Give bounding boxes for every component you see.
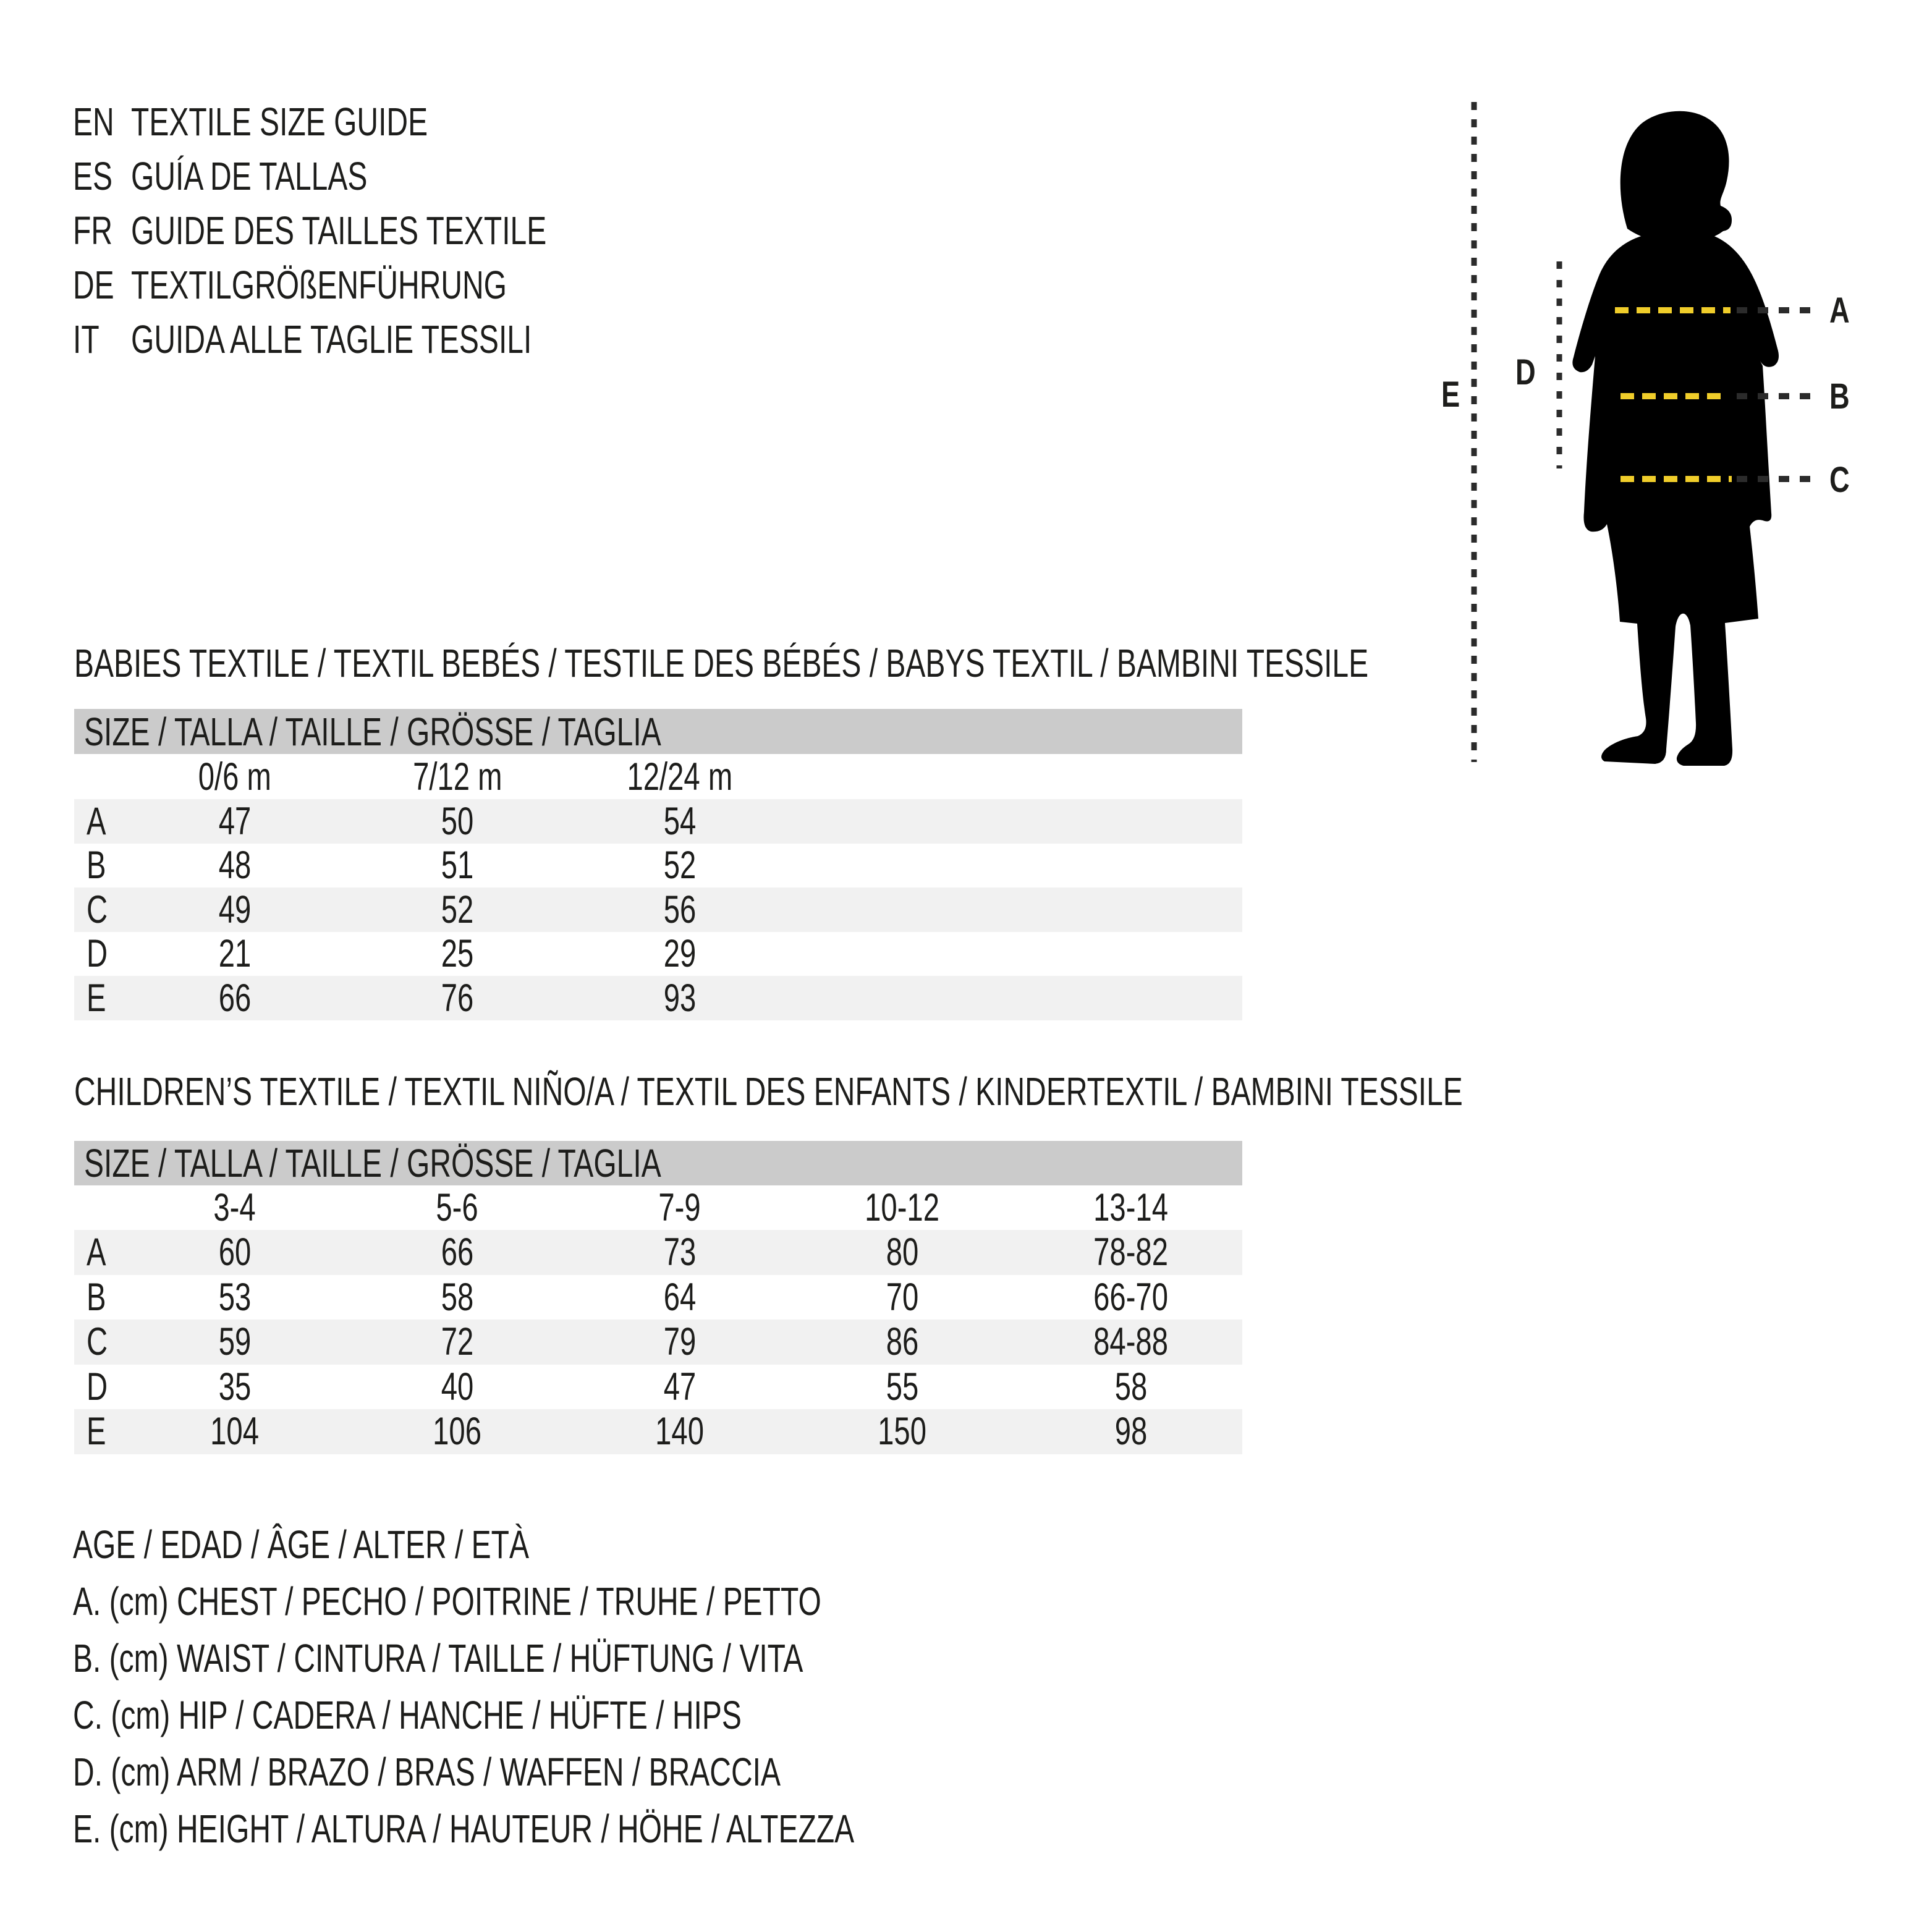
label-A: A bbox=[1829, 290, 1850, 331]
column-header-text: 3-4 bbox=[213, 1186, 256, 1229]
table-cell-value: 79 bbox=[663, 1320, 697, 1364]
table-cell bbox=[569, 976, 791, 1020]
table-cell bbox=[791, 1275, 1014, 1320]
children-table-body bbox=[74, 1230, 1242, 1454]
language-code: ES bbox=[73, 154, 113, 198]
legend-line bbox=[73, 1743, 1115, 1800]
row-label-text: A bbox=[87, 1231, 106, 1274]
table-cell-value: 93 bbox=[663, 976, 697, 1020]
language-title: TEXTILGRÖßENFÜHRUNG bbox=[131, 263, 507, 307]
column-header-text: 0/6 m bbox=[198, 755, 272, 799]
legend-line bbox=[73, 1800, 1115, 1857]
table-row bbox=[74, 1275, 1242, 1320]
row-label-text: B bbox=[87, 1275, 106, 1319]
row-label-text: D bbox=[87, 932, 108, 976]
table-cell bbox=[569, 1230, 791, 1275]
table-cell-value: 48 bbox=[218, 844, 252, 888]
table-cell bbox=[346, 1365, 569, 1410]
row-label-text: C bbox=[87, 888, 108, 931]
table-cell bbox=[124, 976, 346, 1020]
column-header bbox=[124, 754, 346, 799]
children-size-table bbox=[74, 1141, 1242, 1454]
babies-size-table bbox=[74, 709, 1242, 1020]
table-cell bbox=[569, 1409, 791, 1454]
table-cell-value: 66 bbox=[218, 976, 252, 1020]
column-header-text: 7/12 m bbox=[412, 755, 502, 799]
column-header bbox=[346, 1185, 569, 1230]
table-cell bbox=[346, 1230, 569, 1275]
legend-line bbox=[73, 1573, 1115, 1630]
language-code: DE bbox=[73, 263, 114, 307]
babies-table-header-text: SIZE / TALLA / TAILLE / GRÖSSE / TAGLIA bbox=[84, 709, 661, 754]
table-cell-value: 58 bbox=[441, 1275, 474, 1319]
row-label-text: B bbox=[87, 844, 106, 888]
row-label-text: C bbox=[87, 1320, 108, 1364]
language-title: GUIDE DES TAILLES TEXTILE bbox=[131, 208, 547, 253]
language-title: GUIDA ALLE TAGLIE TESSILI bbox=[131, 317, 532, 362]
table-cell bbox=[346, 976, 569, 1020]
babies-section-title bbox=[74, 643, 1800, 683]
table-cell-value: 54 bbox=[663, 799, 697, 843]
table-cell-value: 40 bbox=[441, 1365, 474, 1409]
row-label bbox=[87, 1365, 115, 1410]
table-cell-value: 84-88 bbox=[1093, 1320, 1169, 1364]
table-cell-value: 78-82 bbox=[1093, 1231, 1169, 1274]
babies-table-header-bar bbox=[74, 709, 1242, 754]
row-label bbox=[87, 888, 115, 932]
row-label bbox=[87, 844, 112, 888]
table-cell-value: 21 bbox=[218, 932, 252, 976]
table-cell bbox=[124, 1365, 346, 1410]
table-cell bbox=[791, 1365, 1014, 1410]
column-header-text: 13-14 bbox=[1093, 1186, 1169, 1229]
language-code: FR bbox=[73, 208, 112, 253]
label-C: C bbox=[1829, 460, 1850, 501]
table-cell bbox=[124, 799, 346, 844]
row-label bbox=[87, 1320, 115, 1365]
table-cell-value: 29 bbox=[663, 932, 697, 976]
column-header-text: 7-9 bbox=[658, 1186, 701, 1229]
column-header-text: 10-12 bbox=[865, 1186, 940, 1229]
table-row bbox=[74, 888, 1242, 932]
table-cell bbox=[569, 932, 791, 977]
table-cell-value: 55 bbox=[886, 1365, 919, 1409]
table-cell-value: 72 bbox=[441, 1320, 474, 1364]
row-label-text: A bbox=[87, 799, 106, 843]
table-cell bbox=[124, 1230, 346, 1275]
table-cell bbox=[1020, 1320, 1242, 1365]
table-cell-value: 73 bbox=[663, 1231, 697, 1274]
legend-line-text: E. (cm) HEIGHT / ALTURA / HAUTEUR / HÖHE / ALTEZZA bbox=[73, 1807, 855, 1851]
table-cell-value: 53 bbox=[218, 1275, 252, 1319]
table-cell-value: 64 bbox=[663, 1275, 697, 1319]
table-cell bbox=[124, 844, 346, 888]
column-header bbox=[346, 754, 569, 799]
table-cell-value: 86 bbox=[886, 1320, 919, 1364]
row-label bbox=[87, 1230, 112, 1275]
row-label bbox=[87, 932, 115, 977]
row-label bbox=[87, 1275, 112, 1320]
children-section-title bbox=[74, 1069, 1926, 1114]
column-header-text: 12/24 m bbox=[627, 755, 733, 799]
table-cell bbox=[124, 1275, 346, 1320]
children-table-header-text: SIZE / TALLA / TAILLE / GRÖSSE / TAGLIA bbox=[84, 1141, 661, 1185]
legend-line bbox=[73, 1630, 1115, 1687]
table-cell bbox=[346, 1275, 569, 1320]
babies-table-body bbox=[74, 799, 1242, 1020]
table-row bbox=[74, 1230, 1242, 1275]
table-cell-value: 47 bbox=[663, 1365, 697, 1409]
legend-line-text: AGE / EDAD / ÂGE / ALTER / ETÀ bbox=[73, 1522, 529, 1567]
table-cell-value: 106 bbox=[433, 1410, 482, 1454]
table-cell-value: 140 bbox=[655, 1410, 705, 1454]
table-cell bbox=[346, 844, 569, 888]
table-cell bbox=[346, 799, 569, 844]
table-cell bbox=[124, 1409, 346, 1454]
language-title: TEXTILE SIZE GUIDE bbox=[131, 100, 428, 144]
table-cell bbox=[1020, 1230, 1242, 1275]
table-cell bbox=[124, 932, 346, 977]
table-cell-value: 25 bbox=[441, 932, 474, 976]
row-label-text: E bbox=[87, 1410, 106, 1454]
table-cell-value: 56 bbox=[663, 888, 697, 931]
child-body-silhouette bbox=[1572, 231, 1779, 766]
measurement-figure bbox=[1440, 87, 1922, 810]
table-cell-value: 47 bbox=[218, 799, 252, 843]
table-cell-value: 80 bbox=[886, 1231, 919, 1274]
legend-line bbox=[73, 1687, 1115, 1743]
table-cell bbox=[569, 1275, 791, 1320]
table-row bbox=[74, 799, 1242, 844]
table-cell-value: 35 bbox=[218, 1365, 252, 1409]
table-cell-value: 51 bbox=[441, 844, 474, 888]
language-code: EN bbox=[73, 100, 114, 144]
row-label bbox=[87, 1409, 112, 1454]
table-cell-value: 60 bbox=[218, 1231, 252, 1274]
child-head-silhouette bbox=[1621, 111, 1732, 244]
label-B: B bbox=[1829, 376, 1850, 417]
table-cell-value: 66-70 bbox=[1093, 1275, 1169, 1319]
table-cell bbox=[346, 888, 569, 932]
babies-column-header-row bbox=[74, 754, 1242, 799]
table-cell-value: 52 bbox=[441, 888, 474, 931]
row-label-text: D bbox=[87, 1365, 108, 1409]
legend-line-text: D. (cm) ARM / BRAZO / BRAS / WAFFEN / BRACCIA bbox=[73, 1750, 781, 1794]
children-section-title-text: CHILDREN’S TEXTILE / TEXTIL NIÑO/A / TEXTIL DES ENFANTS / KINDERTEXTIL / BAMBINI TESSILE bbox=[74, 1069, 1463, 1114]
row-label-text: E bbox=[87, 976, 106, 1020]
table-cell bbox=[1020, 1365, 1242, 1410]
table-row bbox=[74, 976, 1242, 1020]
table-cell bbox=[569, 1365, 791, 1410]
children-table-header-bar bbox=[74, 1141, 1242, 1185]
row-label bbox=[87, 799, 112, 844]
child-silhouette-diagram bbox=[1440, 87, 1922, 810]
measurement-legend bbox=[73, 1516, 1115, 1857]
table-cell bbox=[1020, 1409, 1242, 1454]
table-cell bbox=[569, 799, 791, 844]
table-cell bbox=[124, 888, 346, 932]
row-label bbox=[87, 976, 112, 1020]
table-cell bbox=[1020, 1275, 1242, 1320]
table-cell bbox=[791, 1320, 1014, 1365]
table-cell-value: 52 bbox=[663, 844, 697, 888]
table-row bbox=[74, 932, 1242, 977]
label-D: D bbox=[1515, 352, 1536, 393]
table-cell-value: 76 bbox=[441, 976, 474, 1020]
column-header bbox=[569, 754, 791, 799]
table-cell bbox=[346, 1409, 569, 1454]
table-cell-value: 59 bbox=[218, 1320, 252, 1364]
language-title: GUÍA DE TALLAS bbox=[131, 154, 368, 198]
table-cell bbox=[791, 1409, 1014, 1454]
table-cell bbox=[346, 1320, 569, 1365]
table-row bbox=[74, 1365, 1242, 1410]
table-row bbox=[74, 1320, 1242, 1365]
table-cell-value: 66 bbox=[441, 1231, 474, 1274]
legend-line-text: C. (cm) HIP / CADERA / HANCHE / HÜFTE / HIPS bbox=[73, 1693, 742, 1737]
table-cell bbox=[569, 844, 791, 888]
table-row bbox=[74, 1409, 1242, 1454]
column-header bbox=[1020, 1185, 1242, 1230]
column-header bbox=[124, 1185, 346, 1230]
table-cell-value: 104 bbox=[210, 1410, 260, 1454]
table-cell bbox=[346, 932, 569, 977]
table-cell bbox=[124, 1320, 346, 1365]
table-cell bbox=[569, 1320, 791, 1365]
children-column-header-row bbox=[74, 1185, 1242, 1230]
label-E: E bbox=[1441, 375, 1460, 415]
table-cell-value: 98 bbox=[1114, 1410, 1148, 1454]
table-cell-value: 49 bbox=[218, 888, 252, 931]
table-row bbox=[74, 844, 1242, 888]
legend-line-text: B. (cm) WAIST / CINTURA / TAILLE / HÜFTUNG / VITA bbox=[73, 1636, 803, 1680]
table-cell-value: 150 bbox=[878, 1410, 927, 1454]
legend-line-text: A. (cm) CHEST / PECHO / POITRINE / TRUHE / PETTO bbox=[73, 1579, 821, 1624]
column-header bbox=[791, 1185, 1014, 1230]
legend-line bbox=[73, 1516, 1115, 1573]
table-cell-value: 58 bbox=[1114, 1365, 1148, 1409]
column-header-text: 5-6 bbox=[436, 1186, 479, 1229]
language-code: IT bbox=[73, 317, 100, 362]
babies-section-title-text: BABIES TEXTILE / TEXTIL BEBÉS / TESTILE DES BÉBÉS / BABYS TEXTIL / BAMBINI TESSILE bbox=[74, 641, 1369, 685]
table-cell bbox=[569, 888, 791, 932]
table-cell bbox=[791, 1230, 1014, 1275]
table-cell-value: 50 bbox=[441, 799, 474, 843]
column-header bbox=[569, 1185, 791, 1230]
table-cell-value: 70 bbox=[886, 1275, 919, 1319]
